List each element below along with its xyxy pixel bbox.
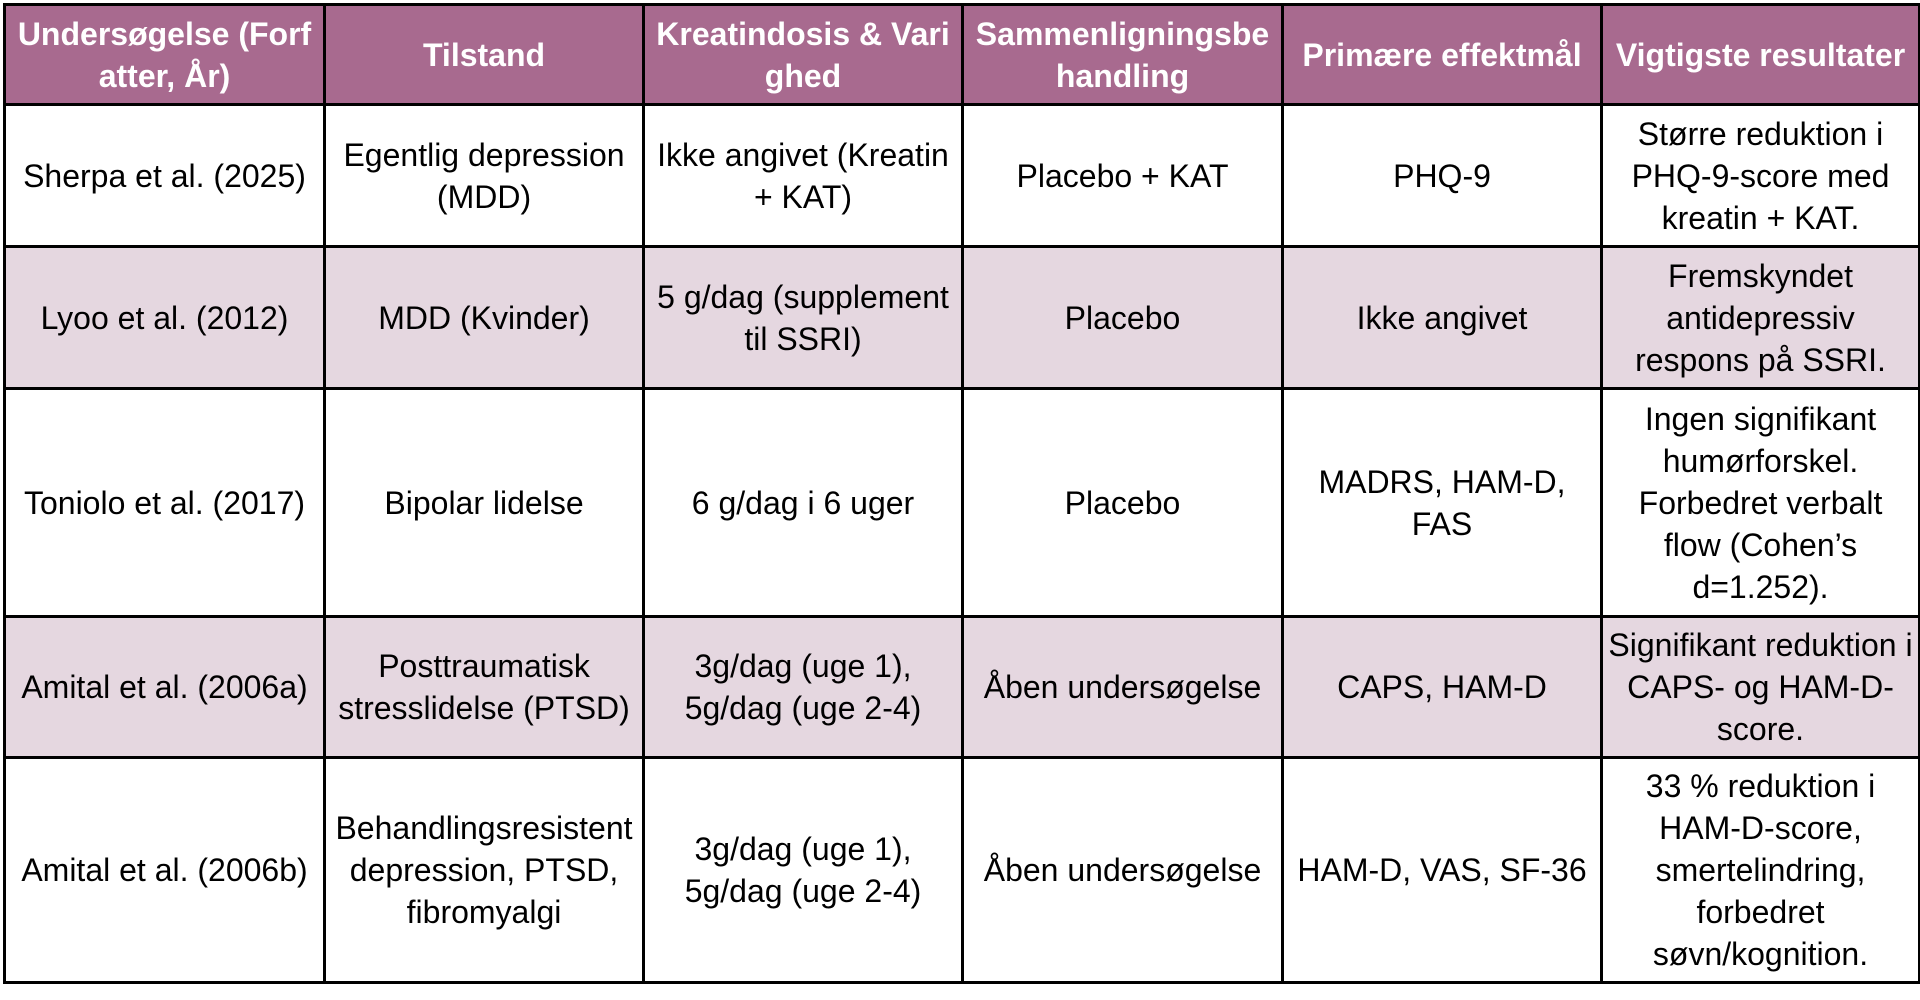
table-row [5, 389, 1920, 617]
cell-condition: Egentlig depression (MDD) [325, 105, 644, 247]
cell-outcomes: Ikke angivet [1283, 247, 1602, 389]
cell-study: Amital et al. (2006a) [5, 617, 325, 758]
cell-results: 33 % reduktion i HAM-D-score, smertelindring, forbedret søvn/kognition. [1602, 758, 1920, 983]
table-row [5, 105, 1920, 247]
cell-study: Amital et al. (2006b) [5, 758, 325, 983]
header-outcomes: Primære effektmål [1283, 5, 1602, 105]
cell-study: Lyoo et al. (2012) [5, 247, 325, 389]
cell-results: Større reduktion i PHQ-9-score med kreatin + KAT. [1602, 105, 1920, 247]
cell-condition: Behandlingsresistent depression, PTSD, fibromyalgi [325, 758, 644, 983]
table-row [5, 617, 1920, 758]
cell-condition: MDD (Kvinder) [325, 247, 644, 389]
cell-comparator: Åben undersøgelse [963, 617, 1283, 758]
cell-results: Fremskyndet antidepressiv respons på SSRI. [1602, 247, 1920, 389]
cell-dose: 3g/dag (uge 1), 5g/dag (uge 2-4) [644, 617, 963, 758]
cell-dose: 5 g/dag (supplement til SSRI) [644, 247, 963, 389]
header-dose: Kreatindosis & Varighed [644, 5, 963, 105]
cell-dose: Ikke angivet (Kreatin + KAT) [644, 105, 963, 247]
cell-study: Toniolo et al. (2017) [5, 389, 325, 617]
header-study: Undersøgelse (Forfatter, År) [5, 5, 325, 105]
header-results: Vigtigste resultater [1602, 5, 1920, 105]
cell-comparator: Placebo + KAT [963, 105, 1283, 247]
table-header-row [5, 5, 1920, 105]
study-table [3, 3, 1920, 984]
cell-comparator: Placebo [963, 389, 1283, 617]
table-row [5, 758, 1920, 983]
cell-dose: 3g/dag (uge 1), 5g/dag (uge 2-4) [644, 758, 963, 983]
cell-results: Signifikant reduktion i CAPS- og HAM-D-score. [1602, 617, 1920, 758]
header-condition: Tilstand [325, 5, 644, 105]
table-row [5, 247, 1920, 389]
cell-outcomes: PHQ-9 [1283, 105, 1602, 247]
cell-outcomes: CAPS, HAM-D [1283, 617, 1602, 758]
study-table-container [3, 3, 1920, 984]
cell-dose: 6 g/dag i 6 uger [644, 389, 963, 617]
cell-condition: Bipolar lidelse [325, 389, 644, 617]
header-comparator: Sammenligningsbehandling [963, 5, 1283, 105]
cell-outcomes: HAM-D, VAS, SF-36 [1283, 758, 1602, 983]
cell-condition: Posttraumatisk stresslidelse (PTSD) [325, 617, 644, 758]
cell-study: Sherpa et al. (2025) [5, 105, 325, 247]
cell-outcomes: MADRS, HAM-D, FAS [1283, 389, 1602, 617]
cell-results: Ingen signifikant humørforskel. Forbedret verbalt flow (Cohen’s d=1.252). [1602, 389, 1920, 617]
cell-comparator: Placebo [963, 247, 1283, 389]
cell-comparator: Åben undersøgelse [963, 758, 1283, 983]
